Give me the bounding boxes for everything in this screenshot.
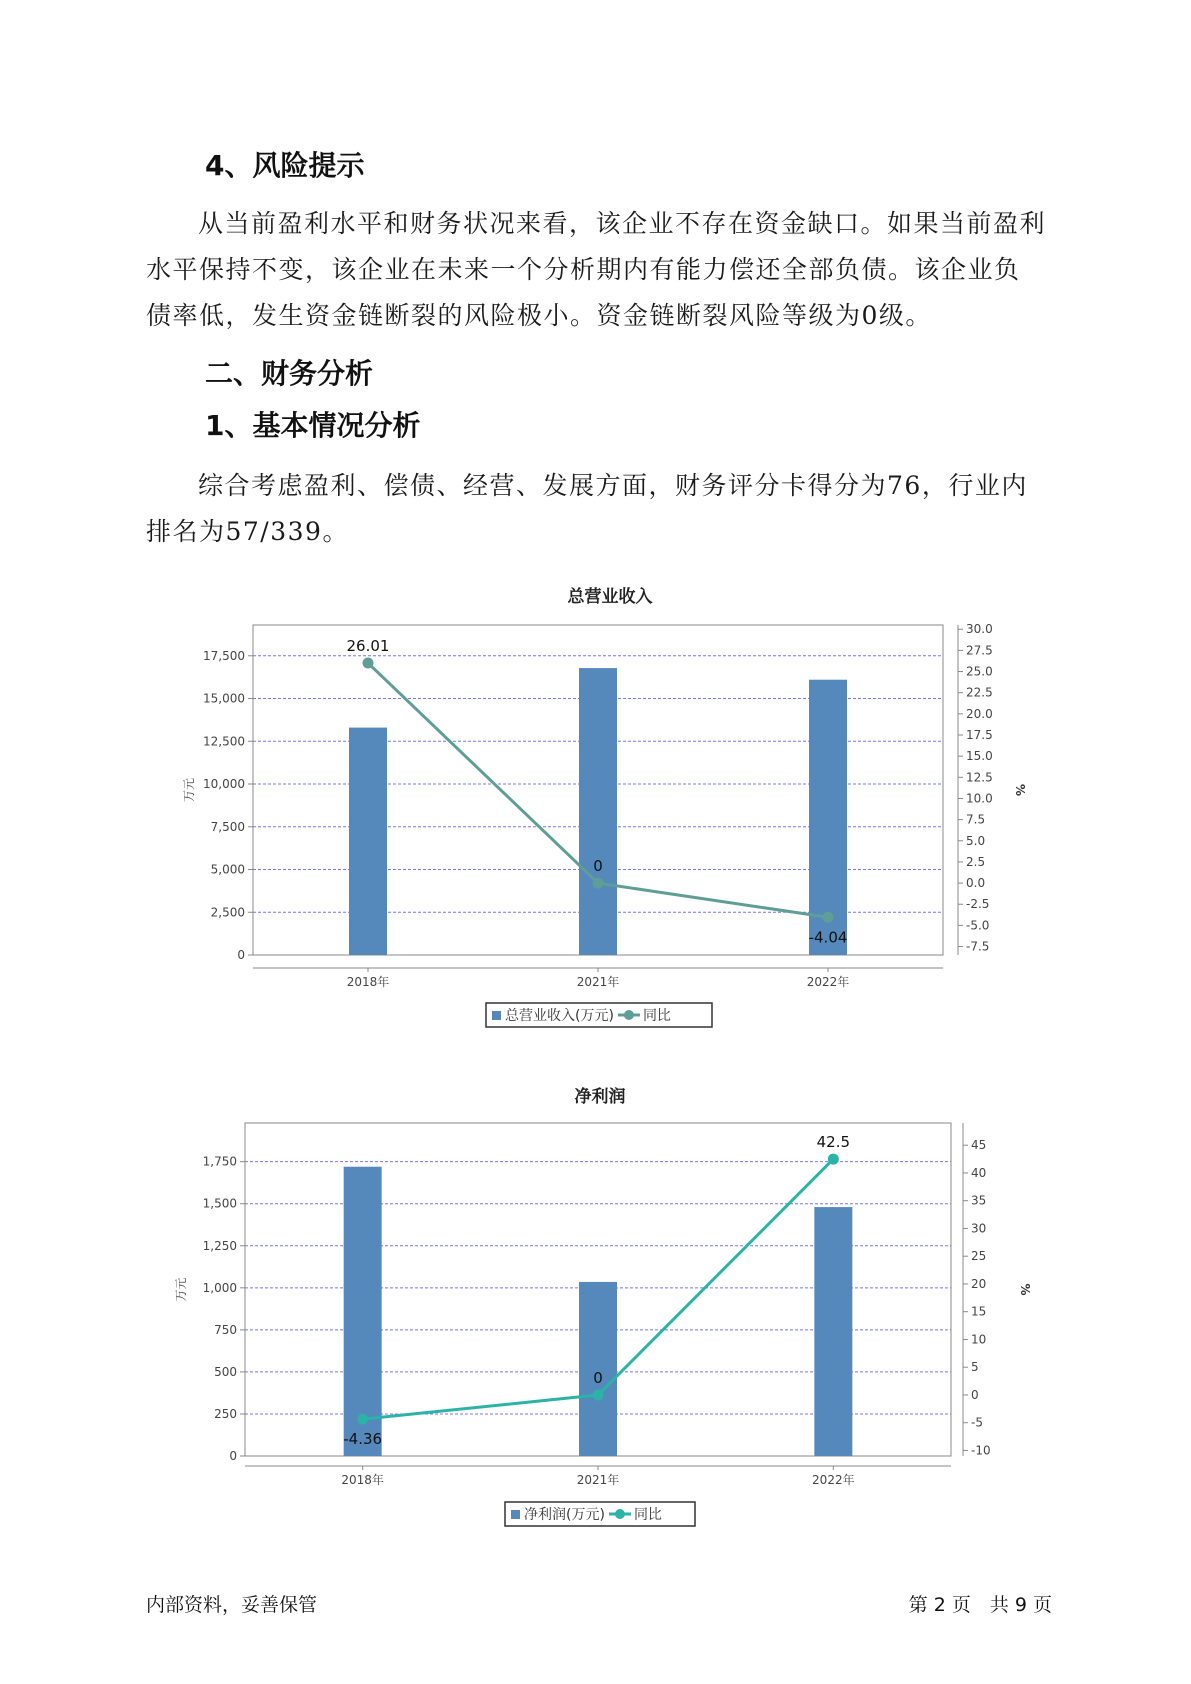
- right-y-tick-label: -10: [971, 1443, 991, 1458]
- right-y-tick-label: 30: [971, 1221, 987, 1236]
- right-y-tick-label: -2.5: [966, 897, 990, 912]
- chart-legend: [505, 1502, 695, 1526]
- yoy-data-label: 0: [593, 857, 603, 876]
- yoy-point: [593, 1389, 604, 1400]
- legend-bar-label: 净利润(万元): [524, 1507, 605, 1523]
- right-y-tick-label: 22.5: [966, 685, 993, 700]
- bar: [814, 1207, 852, 1456]
- yoy-point: [593, 878, 604, 889]
- right-y-tick-label: 12.5: [966, 770, 993, 785]
- y-tick-label: 1,000: [202, 1280, 237, 1295]
- right-y-tick-label: 17.5: [966, 728, 993, 742]
- y-tick-label: 750: [214, 1322, 237, 1337]
- x-tick-label: 2021年: [576, 975, 620, 989]
- right-y-tick-label: 27.5: [966, 643, 993, 658]
- y-tick-label: 250: [214, 1406, 237, 1421]
- yoy-data-label: -4.04: [808, 928, 848, 947]
- right-y-tick-label: 10: [971, 1332, 987, 1347]
- right-y-tick-label: 10.0: [966, 791, 993, 806]
- y-tick-label: 5,000: [210, 862, 245, 877]
- y-tick-label: 500: [214, 1364, 237, 1379]
- right-y-tick-label: 45: [971, 1138, 987, 1153]
- y-tick-label: 0: [237, 948, 245, 962]
- y-tick-label: 7,500: [210, 819, 245, 834]
- yoy-data-label: -4.36: [343, 1430, 383, 1449]
- legend-line-label: 同比: [642, 1008, 671, 1024]
- right-y-tick-label: 0: [971, 1387, 979, 1402]
- right-axis-title: %: [1013, 783, 1027, 797]
- y-tick-label: 17,500: [203, 648, 245, 663]
- y-tick-label: 1,500: [202, 1196, 237, 1211]
- legend-bar-label: 总营业收入(万元): [505, 1008, 614, 1024]
- right-y-tick-label: 15.0: [966, 749, 993, 764]
- y-tick-label: 10,000: [203, 777, 245, 792]
- footer-confidential: 内部资料，妥善保管: [146, 1594, 318, 1616]
- legend-bar-swatch: [492, 1011, 501, 1020]
- right-y-tick-label: 35: [971, 1193, 987, 1208]
- yoy-point: [828, 1154, 839, 1165]
- legend-line-label: 同比: [633, 1507, 662, 1523]
- risk-paragraph: 从当前盈利水平和财务状况来看，该企业不存在资金缺口。如果当前盈利水平保持不变，该企业在未来一个分析期内有能力偿还全部负债。该企业负债率低，发生资金链断裂的风险极小。资金链断裂风险等级为0级。: [146, 209, 1047, 330]
- y-axis-title: 万元: [174, 1277, 188, 1302]
- right-y-tick-label: 30.0: [966, 622, 993, 637]
- right-y-tick-label: -7.5: [966, 939, 990, 954]
- basic-paragraph: 综合考虑盈利、偿债、经营、发展方面，财务评分卡得分为76，行业内排名为57/339。: [146, 471, 1028, 546]
- right-y-tick-label: 0.0: [966, 876, 986, 891]
- x-tick-label: 2018年: [341, 1473, 384, 1487]
- right-y-tick-label: 40: [971, 1165, 987, 1180]
- right-y-tick-label: 7.5: [966, 812, 986, 827]
- y-tick-label: 12,500: [203, 734, 245, 749]
- y-tick-label: 2,500: [210, 905, 245, 920]
- yoy-data-label: 26.01: [346, 636, 390, 655]
- x-tick-label: 2018年: [346, 975, 390, 989]
- right-y-tick-label: 2.5: [966, 854, 986, 869]
- revenue-chart: [0, 610, 1191, 1030]
- right-y-tick-label: 25: [971, 1249, 987, 1264]
- subsection-title-basic: 1、基本情况分析: [205, 409, 421, 442]
- y-tick-label: 0: [229, 1449, 237, 1463]
- bar: [344, 1167, 382, 1456]
- legend-line-marker: [624, 1010, 634, 1020]
- yoy-point: [823, 912, 834, 923]
- right-y-tick-label: -5.0: [966, 918, 990, 933]
- y-tick-label: 15,000: [203, 691, 245, 706]
- yoy-data-label: 42.5: [816, 1133, 851, 1152]
- bar: [579, 668, 617, 955]
- right-y-tick-label: 15: [971, 1304, 987, 1319]
- right-y-tick-label: 5: [971, 1360, 979, 1375]
- section-title-risk: 4、风险提示: [205, 149, 365, 182]
- right-y-tick-label: 5.0: [966, 833, 986, 848]
- chart-title-revenue: 总营业收入: [567, 587, 653, 607]
- y-tick-label: 1,750: [202, 1154, 237, 1169]
- bar: [349, 728, 387, 955]
- y-axis-title: 万元: [182, 777, 196, 803]
- y-tick-label: 1,250: [202, 1238, 237, 1253]
- right-y-tick-label: 20.0: [966, 706, 993, 721]
- yoy-point: [357, 1414, 368, 1425]
- x-tick-label: 2021年: [576, 1473, 620, 1487]
- chart-title-net-profit: 净利润: [574, 1087, 626, 1107]
- x-tick-label: 2022年: [812, 1473, 855, 1487]
- right-y-tick-label: -5: [971, 1415, 983, 1430]
- net-profit-chart: [0, 1110, 1191, 1530]
- yoy-point: [363, 657, 374, 668]
- right-y-tick-label: 25.0: [966, 664, 993, 679]
- x-tick-label: 2022年: [806, 975, 850, 989]
- chart-legend: [486, 1003, 712, 1027]
- yoy-data-label: 0: [593, 1368, 603, 1387]
- section-title-finance: 二、财务分析: [205, 357, 374, 390]
- legend-line-marker: [615, 1509, 625, 1519]
- right-axis-title: %: [1018, 1283, 1032, 1296]
- right-y-tick-label: 20: [971, 1276, 987, 1291]
- footer-page-number: 第 2 页 共 9 页: [908, 1594, 1052, 1616]
- legend-bar-swatch: [511, 1510, 520, 1519]
